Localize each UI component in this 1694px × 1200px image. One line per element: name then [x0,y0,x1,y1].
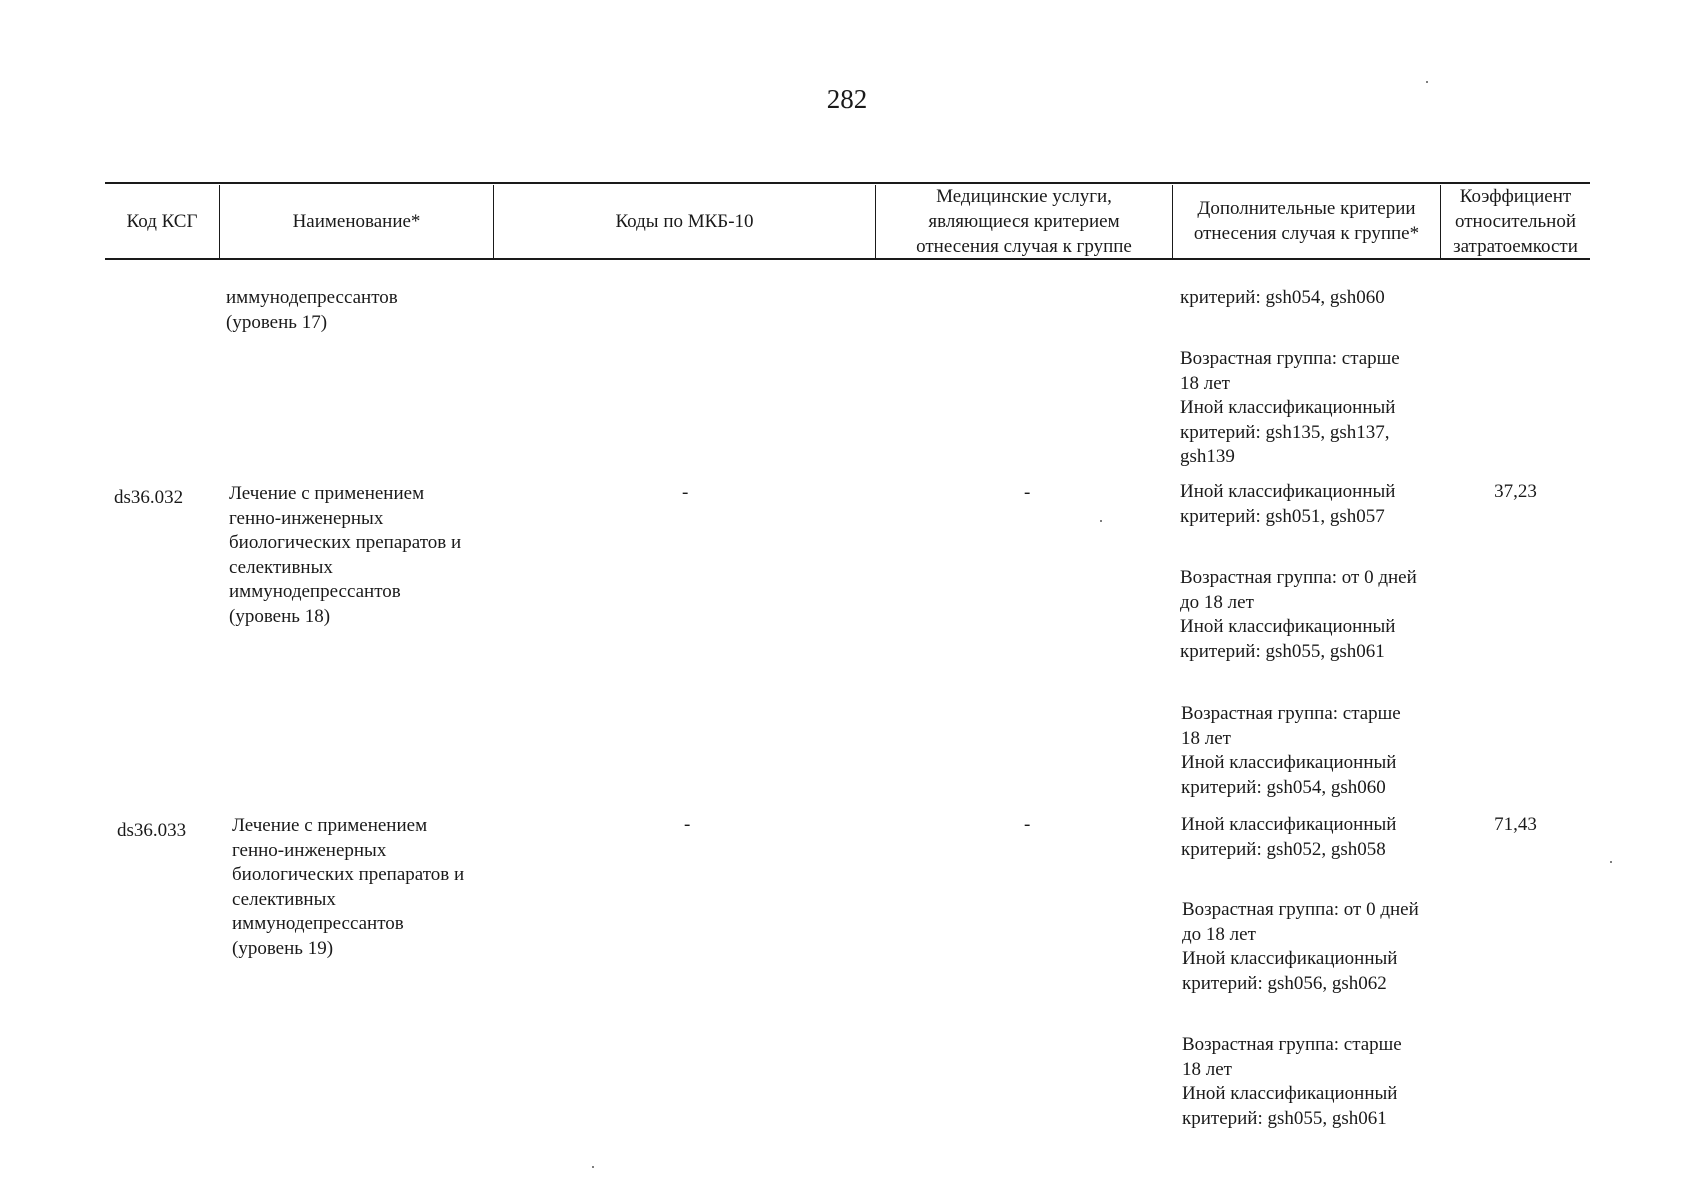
scan-speck [1610,861,1612,863]
row-services: - [1024,814,1031,835]
row-criteria: Возрастная группа: от 0 дней до 18 лет Иной классификационный критерий: gsh055, gsh061 [1180,567,1417,662]
row-coefficient: 71,43 [1494,814,1537,835]
header-services: Медицинские услуги, являющиеся критерием отнесения случая к группе [916,185,1132,257]
continuation-name: иммунодепрессантов (уровень 17) [226,287,398,333]
row-code: ds36.033 [117,820,187,841]
row-mkb: - [684,814,691,835]
row-services: - [1024,482,1031,503]
row-criteria: Возрастная группа: старше 18 лет Иной классификационный критерий: gsh054, gsh060 [1181,703,1401,798]
row-criteria: Возрастная группа: от 0 дней до 18 лет Иной классификационный критерий: gsh056, gsh062 [1182,899,1419,994]
header-name: Наименование* [292,210,421,232]
page-number: 282 [826,84,868,114]
continuation-criteria: Возрастная группа: старше 18 лет Иной классификационный критерий: gsh135, gsh137, gsh139 [1180,348,1400,467]
scan-speck [1426,81,1428,83]
header-coef: Коэффициент относительной затратоемкости [1453,185,1578,257]
row-name: Лечение с применением генно-инженерных биологических препаратов и селективных иммунодепрессантов (уровень 19) [232,815,465,959]
row-criteria: Возрастная группа: старше 18 лет Иной классификационный критерий: gsh055, gsh061 [1182,1034,1402,1129]
header-code: Код КСГ [126,210,198,232]
row-criteria: Иной классификационный критерий: gsh052, gsh058 [1181,814,1397,860]
row-criteria: Иной классификационный критерий: gsh051, gsh057 [1180,481,1396,527]
row-mkb: - [682,482,689,503]
row-name: Лечение с применением генно-инженерных биологических препаратов и селективных иммунодепрессантов (уровень 18) [229,483,462,627]
header-bottom-rule [105,258,1590,260]
row-code: ds36.032 [114,487,184,508]
header-mkb: Коды по МКБ-10 [615,210,754,232]
scan-speck [1100,520,1102,522]
scan-speck [592,1166,594,1168]
row-coefficient: 37,23 [1494,481,1537,502]
header-criteria: Дополнительные критерии отнесения случая к группе* [1193,198,1420,244]
continuation-criteria: критерий: gsh054, gsh060 [1180,287,1385,308]
